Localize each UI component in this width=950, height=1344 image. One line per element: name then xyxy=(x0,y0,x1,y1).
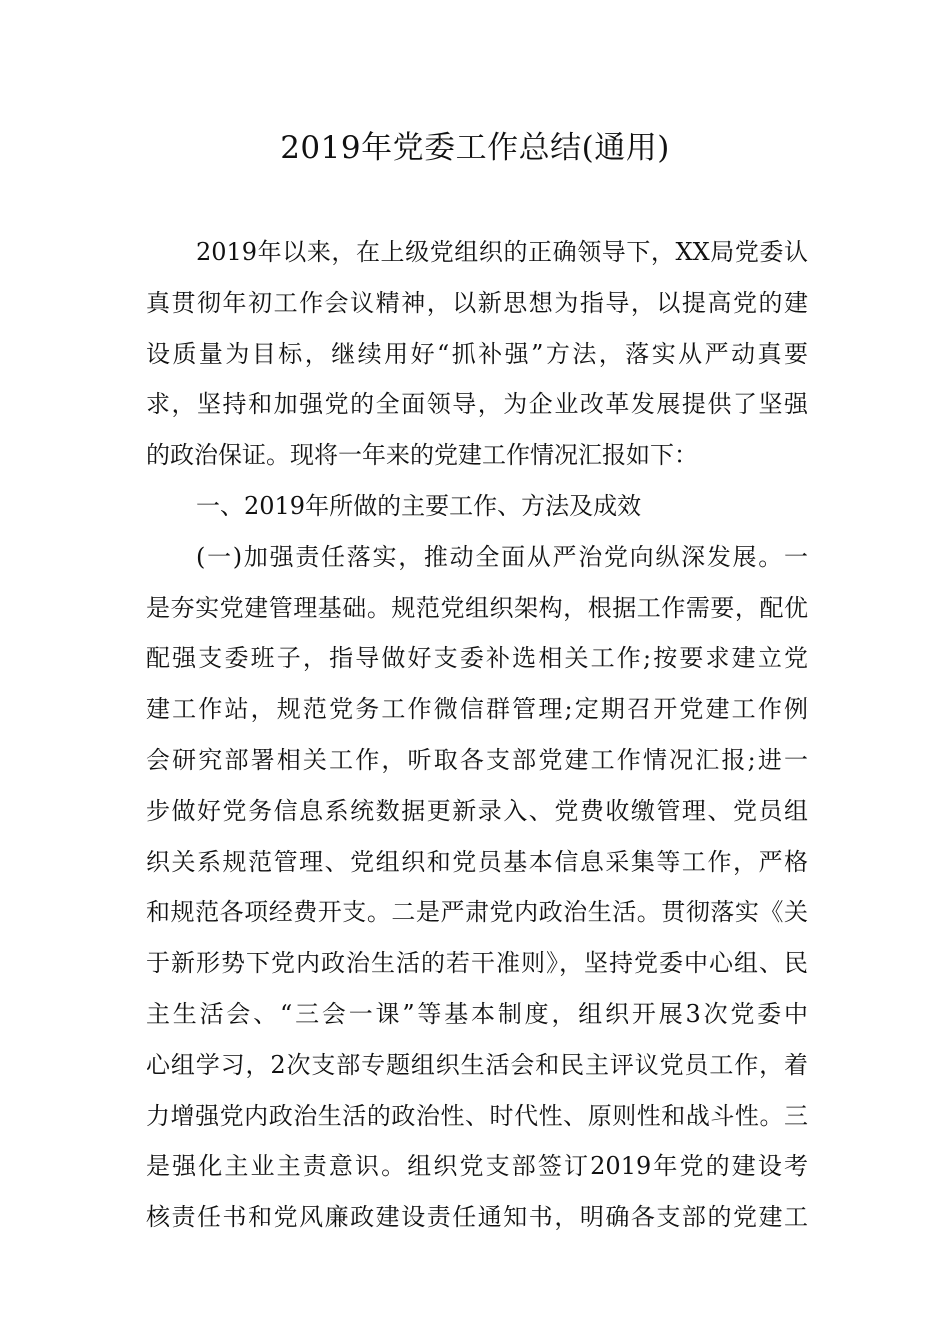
paragraph-line: 求，坚持和加强党的全面领导，为企业改革发展提供了坚强 xyxy=(146,390,808,419)
paragraph-line: 和规范各项经费开支。二是严肃党内政治生活。贯彻落实《关 xyxy=(146,898,808,927)
paragraph-line: 力增强党内政治生活的政治性、时代性、原则性和战斗性。三 xyxy=(146,1101,808,1130)
paragraph-line: 会研究部署相关工作，听取各支部党建工作情况汇报;进一 xyxy=(146,745,808,774)
paragraph-line: 主生活会、“三会一课”等基本制度，组织开展3次党委中 xyxy=(146,999,808,1028)
document-body xyxy=(146,227,808,1243)
paragraph-line: 步做好党务信息系统数据更新录入、党费收缴管理、党员组 xyxy=(146,796,808,825)
paragraph-line: 真贯彻年初工作会议精神，以新思想为指导，以提高党的建 xyxy=(146,288,808,317)
paragraph-line: 设质量为目标，继续用好“抓补强”方法，落实从严动真要 xyxy=(146,339,808,368)
paragraph-line: 织关系规范管理、党组织和党员基本信息采集等工作，严格 xyxy=(146,847,808,876)
paragraph-line: 建工作站，规范党务工作微信群管理;定期召开党建工作例 xyxy=(146,695,808,724)
paragraph-line: 核责任书和党风廉政建设责任通知书，明确各支部的党建工 xyxy=(146,1203,808,1232)
paragraph-line: 的政治保证。现将一年来的党建工作情况汇报如下： xyxy=(146,441,698,470)
paragraph-line: 配强支委班子，指导做好支委补选相关工作;按要求建立党 xyxy=(146,644,808,673)
paragraph-line: 2019年以来，在上级党组织的正确领导下，XX局党委认 xyxy=(196,238,808,266)
document-title: 2019年党委工作总结(通用) xyxy=(280,130,670,166)
paragraph-line: (一)加强责任落实，推动全面从严治党向纵深发展。一 xyxy=(196,542,808,571)
section-heading: 一、2019年所做的主要工作、方法及成效 xyxy=(196,491,642,520)
paragraph-line: 是强化主业主责意识。组织党支部签订2019年党的建设考 xyxy=(146,1152,808,1181)
paragraph-line: 于新形势下党内政治生活的若干准则》，坚持党委中心组、民 xyxy=(146,949,808,978)
paragraph-line: 心组学习，2次支部专题组织生活会和民主评议党员工作，着 xyxy=(146,1050,808,1079)
paragraph-line: 是夯实党建管理基础。规范党组织架构，根据工作需要，配优 xyxy=(146,593,808,622)
